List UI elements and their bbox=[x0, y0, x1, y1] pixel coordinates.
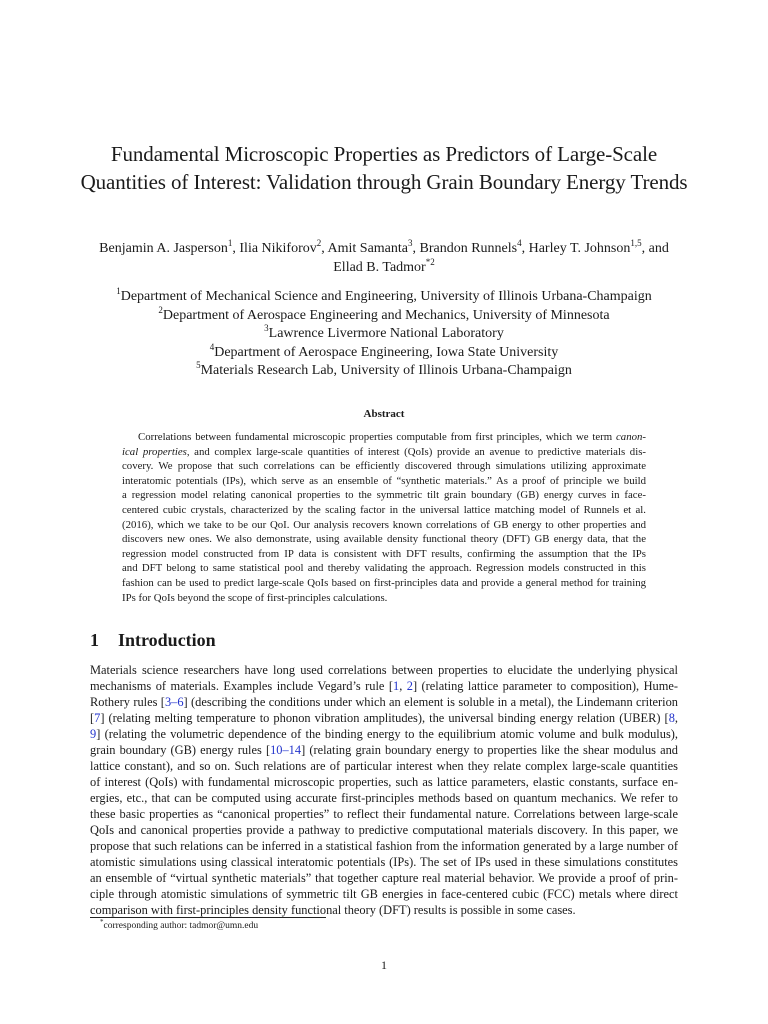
abstract-heading: Abstract bbox=[363, 408, 405, 420]
footnote-rule bbox=[90, 917, 326, 918]
citation-link[interactable]: 2 bbox=[406, 679, 413, 693]
citation-link[interactable]: 10–14 bbox=[270, 743, 302, 757]
section-heading-introduction: 1 Introduction bbox=[90, 630, 216, 650]
author: Ilia Nikiforov$^2$, bbox=[239, 238, 328, 256]
author: Amit Samanta$^3$, bbox=[327, 238, 420, 256]
citation-link[interactable]: 3–6 bbox=[164, 695, 184, 709]
author-list bbox=[90, 239, 678, 277]
footnote: *corresponding author: tadmor@umn.edu bbox=[100, 918, 259, 931]
abstract-text: Correlations between fundamental microscopic properties computable from first principles, which we term canon- ical properties, and complex large-scale quantities of interest (QoIs) provide an avenue to predictive materials dis- covery. We propose that such correlations can be efficiently discovered through simulations utilizing approximate interatomic potentials (IPs), which serve as an ensemble of “synthetic materials.” As a proof of principle we build a regression model relating canonical properties to the symmetric tilt grain boundary (GB) energy curves in face- centered cubic crystals, characterized by the scaling factor in the universal lattice matching model of Runnels et al. (2016), which we take to be our QoI. Our analysis recovers known correlations of GB energy to other properties and discovers new ones. We also demonstrate, using available density functional theory (DFT) GB energy data, that the regression model constructed from IP data is consistent with DFT results, confirming the assumption that the IPs and DFT belong to same statistical pool and thereby validating the approach. Regression models constructed in this fashion can be used to predict large-scale QoIs based on first-principles data and provide a general method for training IPs for QoIs beyond the scope of first-principles calculations. bbox=[122, 431, 646, 604]
citation-link[interactable]: 1 bbox=[393, 679, 400, 693]
author: Harley T. Johnson$^{1,5}$, and bbox=[528, 238, 669, 256]
affiliation-list bbox=[60, 288, 708, 381]
affiliation: $^4$Department of Aerospace Engineering, Iowa State University bbox=[209, 341, 559, 360]
affiliation: $^5$Materials Research Lab, University of Illinois Urbana-Champaign bbox=[196, 360, 572, 378]
citation-link[interactable]: 8 bbox=[668, 711, 675, 725]
author: Benjamin A. Jasperson$^1$, bbox=[99, 238, 240, 256]
affiliation: $^3$Lawrence Livermore National Laboratory bbox=[264, 323, 504, 341]
page-number: 1 bbox=[381, 958, 387, 972]
paper-title: Fundamental Microscopic Properties as Predictors of Large-Scale Quantities of Interest: Validation through Grain Boundary Energy Trends bbox=[80, 142, 688, 194]
affiliation: $^1$Department of Mechanical Science and Engineering, University of Illinois Urbana-Champaign bbox=[116, 286, 652, 304]
author: Ellad B. Tadmor$^{*2}$ bbox=[333, 257, 435, 275]
affiliation: $^2$Department of Aerospace Engineering and Mechanics, University of Minnesota bbox=[158, 304, 610, 323]
citation-link[interactable]: 7 bbox=[94, 711, 101, 725]
citation-link[interactable]: 9 bbox=[90, 727, 97, 741]
introduction-text: Materials science researchers have long used correlations between properties to elucidate the underlying physical mechanisms of materials. Examples include Vegard’s rule [1, 2] (relating lattice parameter to composition), Hume- Rothery rules [3–6] (describing the conditions under which an element is soluble in a metal), the Lindemann criterion [7] (relating melting temperature to phonon vibration amplitudes), the universal binding energy relation (UBER) [8, 9] (relating the volumetric dependence of the binding energy to the equilibrium atomic volume and bulk modulus), grain boundary (GB) energy rules [10–14] (relating grain boundary energy to properties like the shear modulus and lattice constant), and so on. Such relations are of particular interest when they relate complex large-scale quantities of interest (QoIs) with fundamental microscopic properties, such as lattice parameters, elastic constants, surface en- ergies, etc., that can be computed using accurate first-principles methods based on quantum mechanics. We refer to these basic properties as “canonical properties” to reflect their fundamental nature. Correlations between large-scale QoIs and canonical properties provide a pathway to predictive computational materials discovery. In this paper, we propose that such relations can be inferred in a statistical fashion from the information generated by a large number of atomistic simulations using classical interatomic potentials (IPs). The set of IPs used in these simulations constitutes an ensemble of “virtual synthetic materials” that together capture real material behavior. We provide a proof of prin- ciple through atomistic simulations of symmetric tilt GB energies in face-centered cubic (FCC) metals where direct comparison with first-principles density functional theory (DFT) results is possible in some cases. bbox=[90, 663, 679, 917]
author: Brandon Runnels$^4$, bbox=[419, 238, 529, 256]
